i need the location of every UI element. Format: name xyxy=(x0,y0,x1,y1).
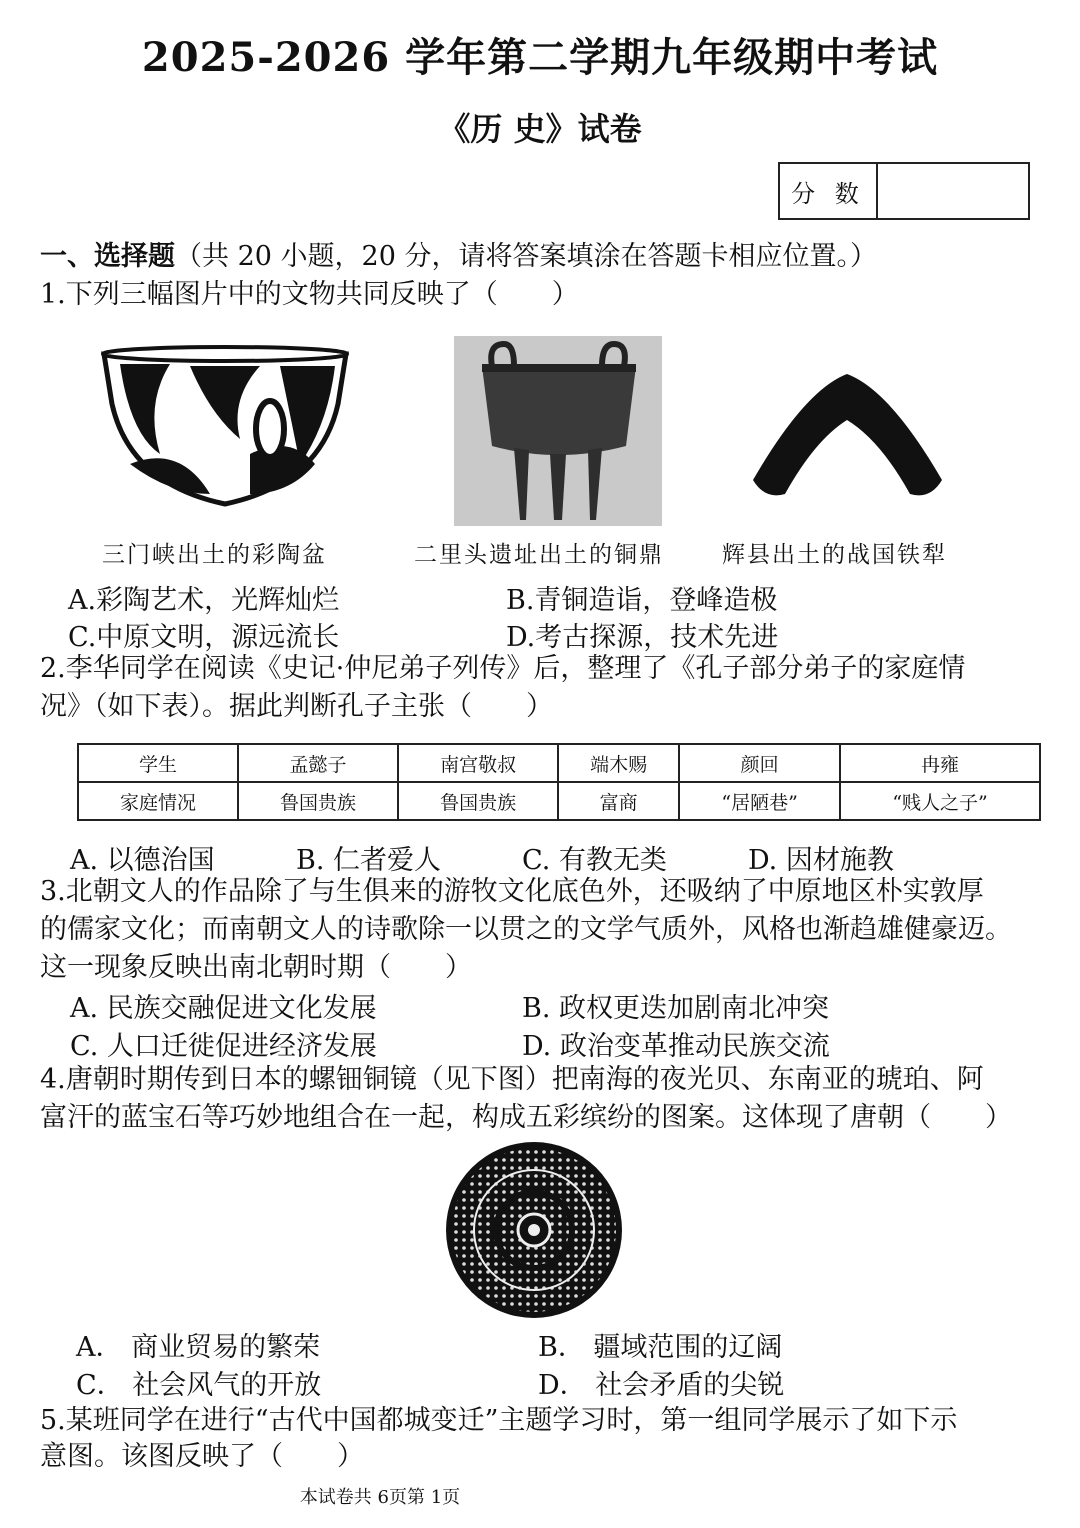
q3-option-c: C. 人口迁徙促进经济发展 xyxy=(70,1031,377,1062)
q2-option-b: B. 仁者爱人 xyxy=(296,845,442,876)
q3-stem-line-1: 3.北朝文人的作品除了与生俱来的游牧文化底色外，还吸纳了中原地区朴实敦厚 xyxy=(40,876,984,907)
q4-option-b: B． 疆域范围的辽阔 xyxy=(538,1332,783,1363)
exam-subtitle: 《历 史》试卷 xyxy=(438,110,642,148)
exam-title: 2025-2026 学年第二学期九年级期中考试 xyxy=(141,34,939,81)
table-cell: 鲁国贵族 xyxy=(398,782,558,820)
table-cell: 富商 xyxy=(558,782,679,820)
score-field[interactable] xyxy=(878,164,1028,218)
q2-option-a: A. 以德治国 xyxy=(70,845,215,876)
q3-option-b: B. 政权更迭加剧南北冲突 xyxy=(522,993,830,1024)
q4-stem-line-1: 4.唐朝时期传到日本的螺钿铜镜（见下图）把南海的夜光贝、东南亚的琥珀、阿 xyxy=(40,1064,984,1095)
q1-option-b: B.青铜造诣，登峰造极 xyxy=(506,585,778,616)
q2-stem-line-2: 况》（如下表）。据此判断孔子主张（ ） xyxy=(40,691,553,722)
table-cell: 学生 xyxy=(78,744,238,782)
q5-stem-line-2: 意图。该图反映了（ ） xyxy=(40,1441,364,1472)
table-cell: 冉雍 xyxy=(840,744,1040,782)
painted-pottery-basin-image xyxy=(100,344,350,512)
table-cell: 鲁国贵族 xyxy=(238,782,398,820)
q3-stem-line-3: 这一现象反映出南北朝时期（ ） xyxy=(40,952,472,983)
q4-option-c: C． 社会风气的开放 xyxy=(76,1370,322,1401)
q2-stem-line-1: 2.李华同学在阅读《史记·仲尼弟子列传》后，整理了《孔子部分弟子的家庭情 xyxy=(40,653,966,684)
q1-caption-3: 辉县出土的战国铁犁 xyxy=(722,542,947,568)
section-instruction: （共 20 小题，20 分，请将答案填涂在答题卡相应位置。） xyxy=(175,241,877,272)
q1-option-d: D.考古探源，技术先进 xyxy=(506,622,779,653)
q1-option-c: C.中原文明，源远流长 xyxy=(68,622,340,653)
table-cell: “贱人之子” xyxy=(840,782,1040,820)
q5-stem-line-1: 5.某班同学在进行“古代中国都城变迁”主题学习时，第一组同学展示了如下示 xyxy=(40,1405,958,1436)
table-cell: 端木赐 xyxy=(558,744,679,782)
section-title: 一、选择题 xyxy=(40,241,175,272)
q2-option-d: D. 因材施教 xyxy=(748,845,894,876)
q2-option-c: C. 有教无类 xyxy=(522,845,667,876)
q3-option-a: A. 民族交融促进文化发展 xyxy=(70,993,377,1024)
table-cell: 颜回 xyxy=(679,744,840,782)
bronze-mirror-image xyxy=(444,1140,624,1320)
q1-option-a: A.彩陶艺术，光辉灿烂 xyxy=(68,585,340,616)
iron-plough-image xyxy=(750,370,945,502)
table-cell: 南宫敬叔 xyxy=(398,744,558,782)
table-row xyxy=(78,782,1040,820)
q3-option-d: D. 政治变革推动民族交流 xyxy=(522,1031,830,1062)
score-box xyxy=(778,162,1030,220)
table-header-row xyxy=(78,744,1040,782)
table-cell: “居陋巷” xyxy=(679,782,840,820)
score-label: 分 数 xyxy=(780,164,878,218)
q4-option-d: D． 社会矛盾的尖锐 xyxy=(538,1370,785,1401)
students-table xyxy=(77,743,1041,821)
page-footer: 本试卷共 6页第 1页 xyxy=(299,1487,461,1508)
table-cell: 家庭情况 xyxy=(78,782,238,820)
bronze-ding-image xyxy=(454,336,662,526)
table-cell: 孟懿子 xyxy=(238,744,398,782)
q4-option-a: A． 商业贸易的繁荣 xyxy=(76,1332,321,1363)
q1-stem: 1.下列三幅图片中的文物共同反映了（ ） xyxy=(40,279,579,310)
q3-stem-line-2: 的儒家文化；而南朝文人的诗歌除一以贯之的文学气质外，风格也渐趋雄健豪迈。 xyxy=(40,914,1012,945)
q4-stem-line-2: 富汗的蓝宝石等巧妙地组合在一起，构成五彩缤纷的图案。这体现了唐朝（ ） xyxy=(40,1102,1012,1133)
section-heading xyxy=(40,238,877,276)
q1-caption-1: 三门峡出土的彩陶盆 xyxy=(102,542,327,568)
q1-caption-2: 二里头遗址出土的铜鼎 xyxy=(414,542,664,568)
